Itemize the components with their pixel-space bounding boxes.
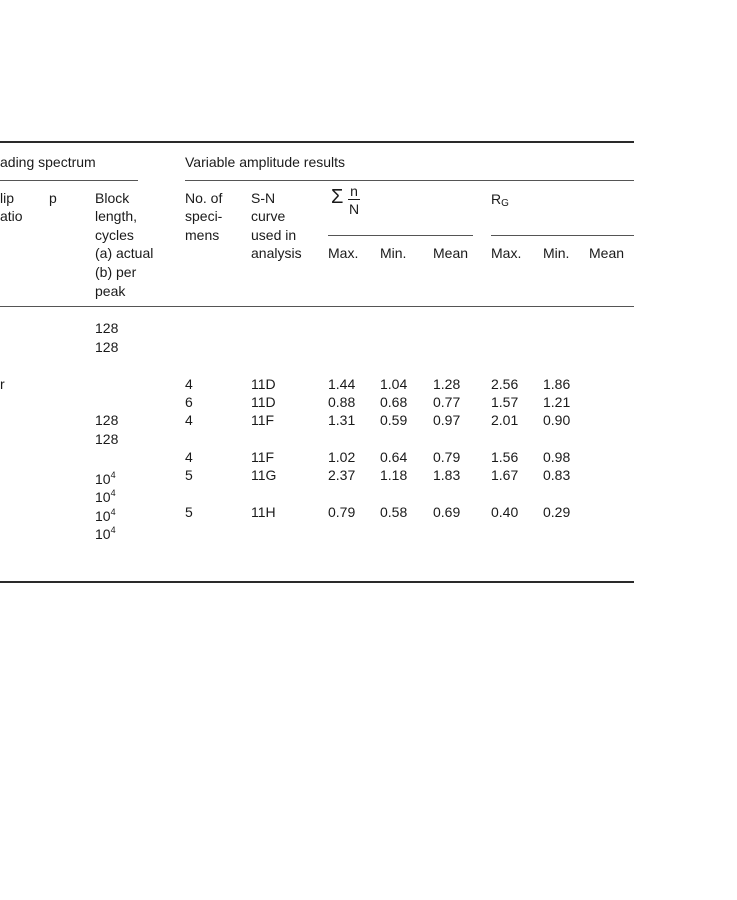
cell-rg-min: 0.90: [543, 412, 571, 428]
cell-sum-max: 0.79: [328, 504, 356, 520]
col-block-length-3: cycles: [95, 227, 134, 243]
table-top-rule: [0, 141, 634, 143]
cell-sn-curve: 11H: [251, 504, 276, 520]
cell-sum-mean: 0.97: [433, 412, 461, 428]
cell-sum-min: 1.18: [380, 467, 408, 483]
cell-sum-mean: 1.83: [433, 467, 461, 483]
block-length-power: [95, 521, 116, 543]
rg-subgroup-rule: [491, 235, 634, 236]
cell-rg-max: 0.40: [491, 504, 519, 520]
cell-sum-max: 1.44: [328, 376, 356, 392]
cell-rg-max: 2.01: [491, 412, 519, 428]
cell-rg-max: 2.56: [491, 376, 519, 392]
col-sn-curve-1: S-N: [251, 190, 276, 206]
cell-sum-max: 1.02: [328, 449, 356, 465]
cell-rg-max: 1.56: [491, 449, 519, 465]
left-fragment-r: r: [0, 376, 5, 392]
power-base: 10: [95, 508, 111, 524]
cell-rg-min: 1.21: [543, 394, 571, 410]
col-block-length-4: (a) actual: [95, 245, 154, 261]
cell-rg-min: 0.29: [543, 504, 571, 520]
cell-specimens: 6: [185, 394, 193, 410]
sum-min-heading: Min.: [380, 245, 407, 261]
cell-sum-mean: 0.69: [433, 504, 461, 520]
fraction-bar: [348, 199, 360, 200]
cell-sum-min: 0.68: [380, 394, 408, 410]
group-heading-loading-spectrum: ading spectrum: [0, 154, 96, 170]
cell-rg-min: 1.86: [543, 376, 571, 392]
block-length-value: 128: [95, 320, 119, 336]
cell-sn-curve: 11F: [251, 449, 275, 465]
cell-sn-curve: 11G: [251, 467, 277, 483]
col-block-length-2: length,: [95, 208, 138, 224]
col-sn-curve-2: curve: [251, 208, 286, 224]
fraction-numerator: n: [350, 183, 358, 199]
block-length-value: 128: [95, 431, 119, 447]
n-over-N-fraction: [348, 184, 360, 216]
rg-mean-heading: Mean: [589, 245, 625, 261]
cell-sn-curve: 11D: [251, 394, 276, 410]
col-block-length-6: peak: [95, 283, 126, 299]
cell-sum-min: 0.59: [380, 412, 408, 428]
sum-symbol: Σ: [331, 186, 344, 208]
rg-heading: [491, 190, 509, 213]
col-block-length-5: (b) per: [95, 264, 137, 280]
cell-specimens: 4: [185, 412, 193, 428]
power-base: 10: [95, 471, 111, 487]
group-rule-variable-amplitude: [185, 180, 634, 181]
cell-sum-min: 0.64: [380, 449, 408, 465]
cell-sum-mean: 0.77: [433, 394, 461, 410]
block-length-value: 128: [95, 339, 119, 355]
cell-sum-mean: 0.79: [433, 449, 461, 465]
cell-rg-max: 1.57: [491, 394, 519, 410]
power-exponent: 4: [110, 525, 116, 535]
cell-sum-max: 2.37: [328, 467, 356, 483]
cell-specimens: 4: [185, 449, 193, 465]
group-heading-variable-amplitude: Variable amplitude results: [185, 154, 346, 170]
cell-sum-max: 0.88: [328, 394, 356, 410]
rg-min-heading: Min.: [543, 245, 570, 261]
cell-sum-max: 1.31: [328, 412, 356, 428]
power-exponent: 4: [110, 507, 116, 517]
cell-sn-curve: 11F: [251, 412, 275, 428]
col-clip-ratio-line2: atio: [0, 208, 23, 224]
col-block-length-1: Block: [95, 190, 130, 206]
power-exponent: 4: [110, 488, 116, 498]
col-sn-curve-3: used in: [251, 227, 297, 243]
col-p: p: [49, 190, 57, 206]
cell-rg-max: 1.67: [491, 467, 519, 483]
col-clip-ratio-line1: lip: [0, 190, 15, 206]
sum-mean-heading: Mean: [433, 245, 469, 261]
power-exponent: 4: [110, 470, 116, 480]
cell-rg-min: 0.98: [543, 449, 571, 465]
sum-max-heading: Max.: [328, 245, 359, 261]
col-specimens-2: speci-: [185, 208, 223, 224]
sum-subgroup-rule: [328, 235, 473, 236]
group-rule-loading-spectrum: [0, 180, 138, 181]
rg-base: R: [491, 191, 502, 207]
cell-specimens: 4: [185, 376, 193, 392]
block-length-value: 128: [95, 412, 119, 428]
col-sn-curve-4: analysis: [251, 245, 302, 261]
cell-rg-min: 0.83: [543, 467, 571, 483]
power-base: 10: [95, 489, 111, 505]
cell-sum-mean: 1.28: [433, 376, 461, 392]
cell-sn-curve: 11D: [251, 376, 276, 392]
rg-subscript: G: [501, 198, 509, 209]
cell-sum-min: 0.58: [380, 504, 408, 520]
power-base: 10: [95, 526, 111, 542]
header-bottom-rule: [0, 306, 634, 307]
fraction-denominator: N: [348, 201, 360, 217]
cell-sum-min: 1.04: [380, 376, 408, 392]
col-specimens-1: No. of: [185, 190, 223, 206]
table-bottom-rule: [0, 581, 634, 583]
rg-max-heading: Max.: [491, 245, 522, 261]
cell-specimens: 5: [185, 504, 193, 520]
col-specimens-3: mens: [185, 227, 220, 243]
cell-specimens: 5: [185, 467, 193, 483]
